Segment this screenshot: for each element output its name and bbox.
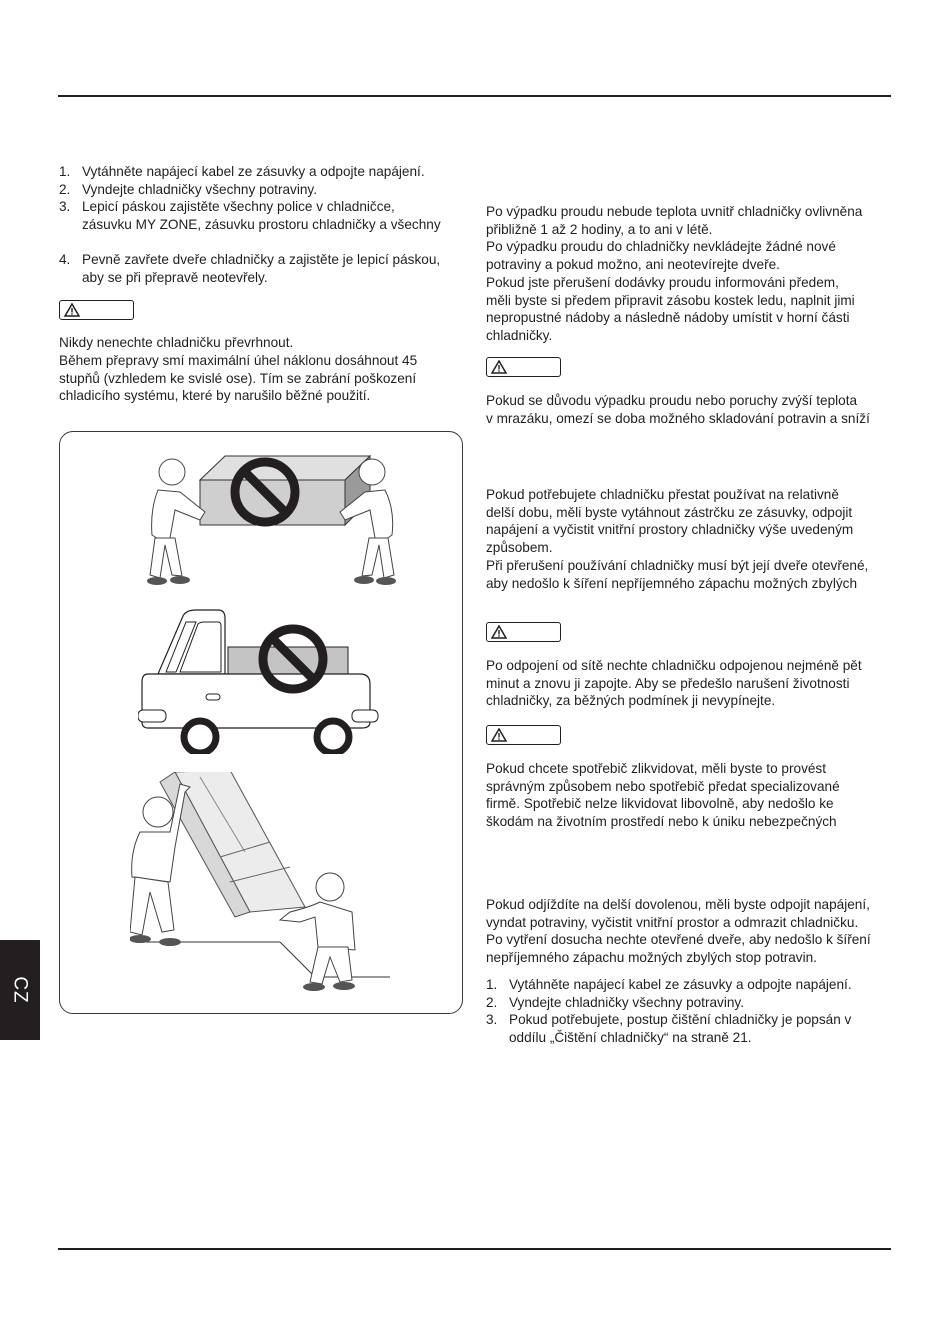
tilt-warning-text: Nikdy nenechte chladničku převrhnout. Během přepravy smí maximální úhel náklonu dosáhnout 45 stupňů (vzhledem ke svislé ose). Tím se zabrání poškození chladicího systému, které by narušilo běžné použití. (59, 335, 418, 404)
warning-1-section: Pokud se důvodu výpadku proudu nebo poruchy zvýší teplota v mrazáku, omezí se doba možného skladování potravin a sníží (486, 357, 896, 427)
left-column (59, 163, 469, 405)
warning-label-box (486, 357, 561, 377)
warning-label-box (486, 725, 561, 745)
warning-3-section: Pokud chcete spotřebič zlikvidovat, měli byste to provést správným způsobem nebo spotřebič předat specializované firmě. Spotřebič nelze likvidovat libovolně, aby nedošlo ke škodám na životním prostředí nebo k úniku nebezpečných (486, 725, 896, 831)
list-item: 1. Vytáhněte napájecí kabel ze zásuvky a odpojte napájení. (486, 976, 852, 992)
header-rule (58, 95, 891, 97)
warning-2-section: Po odpojení od sítě nechte chladničku odpojenou nejméně pět minut a znovu ji zapojte. Aby se předešlo narušení životnosti chladničky, za běžných podmínek ji nevypínejte. (486, 622, 896, 710)
warning-triangle-icon (491, 360, 507, 374)
list-item: 3. Lepicí páskou zajistěte všechny police v chladničce, zásuvku MY ZONE, zásuvku prostoru chladničky a všechny (59, 199, 441, 233)
carrying-horizontally-illustration (140, 450, 400, 590)
footer-rule (58, 1248, 891, 1250)
warning-label-box (486, 622, 561, 642)
warning-triangle-icon (491, 625, 507, 639)
tilting-fridge-illustration (130, 772, 420, 1002)
truck-illustration (138, 604, 388, 754)
list-item: 4. Pevně zavřete dveře chladničky a zajistěte je lepicí páskou, aby se při přepravě neotevřely. (59, 251, 441, 285)
list-item: 3. Pokud potřebujete, postup čištění chladničky je popsán v oddílu „Čištění chladničky“ na straně 21. (486, 1012, 852, 1045)
long-term-storage-section: Pokud potřebujete chladničku přestat používat na relativně delší dobu, měli byste vytáhnout zástrčku ze zásuvky, odpojit napájení a vyčistit vnitřní prostory chladničky výše uvedeným způsobem. Při přerušení používání chladničky musí být její dveře otevřené, aby nedošlo k šíření nepříjemného zápachu možných zbylých (486, 487, 869, 591)
warning-triangle-icon (64, 303, 80, 317)
warning-triangle-icon (491, 728, 507, 742)
power-outage-section: Po výpadku proudu nebude teplota uvnitř chladničky ovlivněna přibližně 1 až 2 hodiny, a to ani v létě. Po výpadku proudu do chladničky nevkládejte žádné nové potraviny a pokud možno, ani neotevírejte dveře. Pokud jste přerušení dodávky proudu informováni předem, měli byste si předem připravit zásobu kostek ledu, naplnit jimi nepropustné nádoby a následně nádoby umístit v horní části chladničky. (486, 204, 863, 343)
list-item: 1. Vytáhněte napájecí kabel ze zásuvky a odpojte napájení. (59, 164, 425, 179)
warning-label-box (59, 300, 134, 320)
list-item: 2. Vyndejte chladničky všechny potraviny. (59, 181, 317, 197)
transport-illustration-panel (59, 431, 463, 1014)
transport-steps-list (59, 163, 469, 286)
list-item: 2. Vyndejte chladničky všechny potraviny. (486, 994, 744, 1010)
language-tab-label: CZ (9, 976, 31, 1004)
vacation-section: Pokud odjíždíte na delší dovolenou, měli byste odpojit napájení, vyndat potraviny, vyčistit vnitřní prostor a odmrazit chladničku. Po vytření dosucha nechte otevřené dveře, aby nedošlo k šíření nepříjemného zápachu možných zbylých stop potravin. 1. Vytáhněte napájecí kabel ze zásuvky a odpojte napájení. 2. Vyndejte chladničky všechny potraviny. 3. Pokud potřebujete, postup čištění chladničky je popsán v oddílu „Čištění chladničky“ na straně 21. (486, 896, 896, 1047)
vacation-steps-list (486, 976, 896, 1047)
language-tab (0, 940, 40, 1040)
